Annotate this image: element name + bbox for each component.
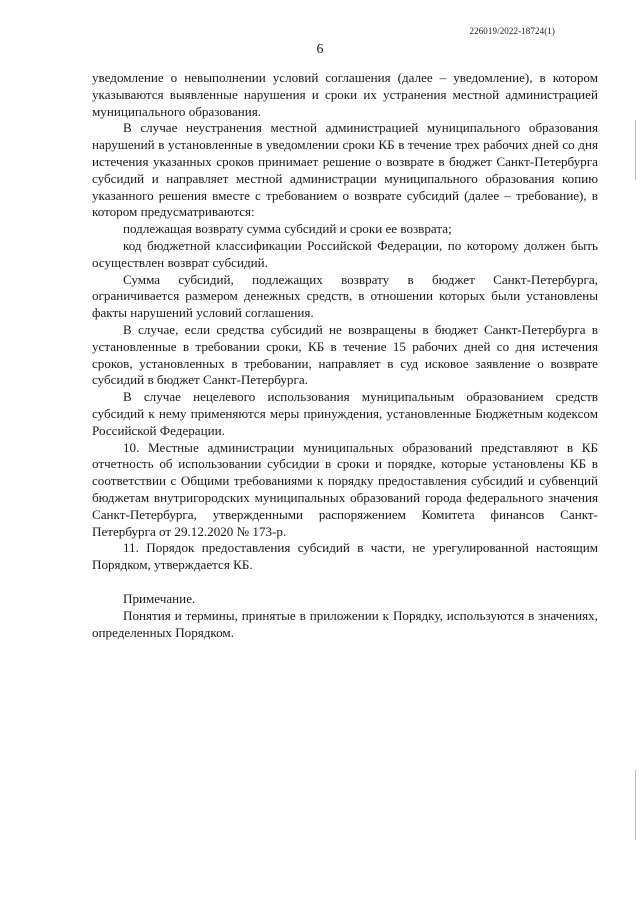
note-text: Понятия и термины, принятые в приложении к Порядку, используются в значениях, определенных Порядком.	[92, 607, 598, 640]
page-number: 6	[316, 42, 324, 57]
scan-edge-mark	[635, 120, 636, 180]
paragraph-continuation: уведомление о невыполнении условий соглашения (далее – уведомление), в котором указываются выявленные нарушения и сроки их устранения местной администрацией муниципального образования.	[92, 70, 598, 119]
list-item: подлежащая возврату сумма субсидий и сроки ее возврата;	[123, 221, 452, 237]
document-body	[92, 70, 598, 641]
paragraph: В случае неустранения местной администрацией муниципального образования нарушений в установленные в уведомлении сроки КБ в течение трех рабочих дней со дня истечения указанных сроков принимает решение о возврате в бюджет Санкт-Петербурга субсидий и направляет местной администрации муниципального образования копию указанного решения вместе с требованием о возврате субсидий (далее – требование), в котором предусматриваются:	[92, 120, 598, 220]
document-number: 226019/2022-18724(1)	[469, 26, 555, 36]
spacer	[92, 574, 598, 591]
paragraph-item-10: 10. Местные администрации муниципальных образований представляют в КБ отчетность об использовании субсидии в сроки и порядке, которые установлены КБ в соответствии с Общими требованиями к порядку предоставления субсидий и субвенций бюджетам внутригородских муниципальных образований города федерального значения Санкт-Петербурга, утвержденными распоряжением Комитета финансов Санкт-Петербурга от 29.12.2020 № 173-р.	[92, 439, 598, 539]
scan-edge-mark	[635, 770, 636, 840]
note-title: Примечание.	[123, 590, 196, 606]
list-item: код бюджетной классификации Российской Федерации, по которому должен быть осуществлен возврат субсидий.	[92, 237, 598, 270]
paragraph: В случае, если средства субсидий не возвращены в бюджет Санкт-Петербурга в установленные в требовании сроки, КБ в течение 15 рабочих дней со дня истечения сроков, установленных в требовании, направляет в суд исковое заявление о возврате субсидий в бюджет Санкт-Петербурга.	[92, 321, 598, 388]
paragraph-item-11: 11. Порядок предоставления субсидий в части, не урегулированной настоящим Порядком, утверждается КБ.	[92, 540, 598, 573]
paragraph: В случае нецелевого использования муниципальным образованием средств субсидий к нему применяются меры принуждения, установленные Бюджетным кодексом Российской Федерации.	[92, 389, 598, 438]
paragraph: Сумма субсидий, подлежащих возврату в бюджет Санкт-Петербурга, ограничивается размером денежных средств, в отношении которых были установлены факты нарушений условий соглашения.	[92, 271, 598, 321]
